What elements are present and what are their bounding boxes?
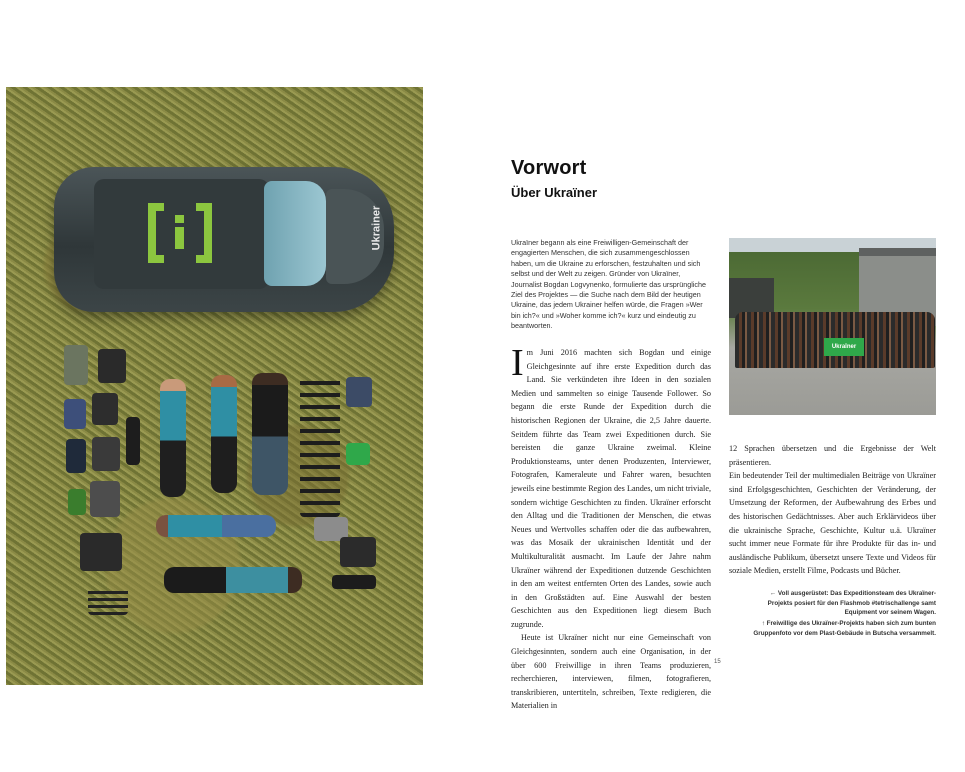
backpack xyxy=(340,537,376,567)
caption-left-photo: ← Voll ausgerüstet: Das Expeditionsteam des Ukraїner-Projekts posiert für den Flashmob #tetrischallenge samt Equipment vor seinem Wagen. xyxy=(767,590,936,617)
page-subtitle: Über Ukraїner xyxy=(511,185,598,200)
case xyxy=(80,533,122,571)
person-4-lying xyxy=(156,515,276,537)
bag xyxy=(332,575,376,589)
ukrainer-logo-icon xyxy=(144,197,216,269)
body-column-left xyxy=(511,342,711,713)
car-image xyxy=(54,167,394,312)
text-page xyxy=(470,0,965,772)
caption-group-photo: ↑ Freiwillige des Ukraїner-Projekts haben sich zum bunten Gruppenfoto vor dem Plast-Gebäude in Butscha versammelt. xyxy=(753,620,936,637)
body-column-right xyxy=(729,442,936,578)
backpack xyxy=(92,393,118,425)
backpack xyxy=(92,437,120,471)
camera-gear xyxy=(300,377,340,517)
green-bag xyxy=(68,489,86,515)
page-number: 15 xyxy=(714,659,721,665)
car-brand-text: Ukrainer xyxy=(370,205,383,251)
dropcap: I xyxy=(511,342,524,384)
person-1 xyxy=(160,379,186,497)
tripod-bag xyxy=(126,417,140,465)
body-paragraph-3: 12 Sprachen übersetzen und die Ergebnisse der Welt präsentieren. xyxy=(729,444,936,467)
group-photo xyxy=(729,238,936,415)
small-items xyxy=(88,587,128,615)
person-5-lying xyxy=(164,567,302,593)
body-paragraph-4: Ein bedeutender Teil der multimedialen Beiträge von Ukraїner sind Erfolgsgeschichten, Geschichten der Veränderung, der Umsetzung der Reformen, der Aufbewahrung des Erbes und des historischen Gedächtnisses. Aber auch Erklärvideos über die ukrainische Sprache, Geschichte, Kultur u.ä. Ukraїner sucht immer neue Formate für ihre Produkte für das in- und ausländische Publikum, übersetzt unsere Texte und Videos für soziale Medien, erstellt Filme, Podcasts und Bücher. xyxy=(729,471,936,576)
body-paragraph-1: m Juni 2016 machten sich Bogdan und einige Gleichgesinnte auf ihre erste Expedition durch das Land. Sie verkündeten ihre Ideen in den sozialen Medien und sammelten so einige Tausende Follower. So begann die erste Runde der Expedition durch die historischen Regionen der Ukraine, die 2,5 Jahre dauerte. Seitdem führte das Team zwei Expeditionen durch. Sie bereisten die ganze Ukraine zweimal. Kleine Produktionsteams, unter denen Produzenten, Interviewer, Fotografen, Kameraleute und Fahrer waren, besuchten jeweils eine bestimmte Region des Landes, um nicht triviale, sondern wichtige Geschichten zu finden. Ukraїner erforscht den Alltag und die Traditionen der Menschen, die etwas Neues und Wertvolles schaffen oder die das aufbewahren, was das Mosaik der ukrainischen Identität und der Multikulturalität ausmacht. Im Laufe der Jahre nahm Ukraїner während der Expeditionen dutzende Geschichten in den am weitest entfernten Orten des Landes, sowie auch in den Großstädten auf. Eine Auswahl der besten Geschichten aus den Expeditionen liegt diesem Buch zugrunde. xyxy=(511,348,711,629)
bag xyxy=(64,399,86,429)
bag xyxy=(66,439,86,473)
body-paragraph-2: Heute ist Ukraїner nicht nur eine Gemeinschaft von Gleichgesinnten, sondern auch eine Organisation, in der über 600 Freiwillige in ihren Teams produzieren, recherchieren, interviewen, filmen, fotografieren, transkribieren, untertiteln, schreiben, Texte redigieren, die Materialien in xyxy=(511,633,711,711)
intro-paragraph: Ukraїner begann als eine Freiwilligen-Gemeinschaft der engagierten Menschen, die sich zusammengeschlossen haben, um die Ukraine zu erforschen, festzuhalten und sich selbst und der Welt zu zeigen. Gründer von Ukraїner, Journalist Bogdan Logvynenko, formulierte das ursprüngliche Ziel des Projektes — die Suche nach dem Bild der heutigen Ukraine, das jedem Ukrainer helfen würde, die Fragen »Wer bin ich?« und »Woher komme ich?« kurz und eindeutig zu beantworten. xyxy=(511,238,706,331)
backpack xyxy=(90,481,120,517)
person-2 xyxy=(211,375,237,493)
green-box xyxy=(346,443,370,465)
car-windshield xyxy=(264,181,326,286)
page-title: Vorwort xyxy=(511,157,587,179)
backpack xyxy=(98,349,126,383)
person-3 xyxy=(252,373,288,495)
green-flag: Ukraїner xyxy=(824,338,864,356)
backpack xyxy=(346,377,372,407)
expedition-team-photo xyxy=(6,87,423,685)
backpack xyxy=(64,345,88,385)
